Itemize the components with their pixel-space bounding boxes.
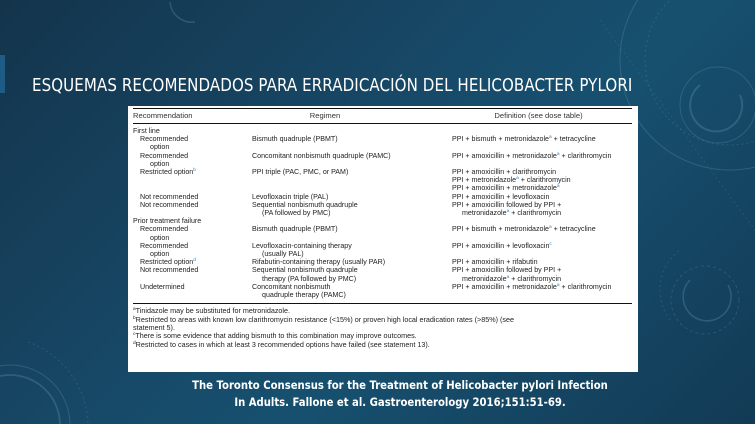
group-header-first-line [133, 127, 632, 135]
slide-title: ESQUEMAS RECOMENDADOS PARA ERRADICACIÓN DEL HELICOBACTER PYLORI [32, 75, 633, 96]
header-definition: Definition (see dose table) [494, 110, 583, 120]
recommendation-cell: Undetermined [140, 282, 185, 291]
definition-cell: PPI + bismuth + metronidazole$^a$ + tetracycline [452, 135, 596, 144]
table-row [133, 152, 632, 168]
regimen-cell: PPI triple (PAC, PMC, or PAM) [252, 168, 349, 177]
regimen-cell: Concomitant nonbismuth quadruple (PAMC) [252, 151, 391, 160]
table-row [133, 225, 632, 241]
header-regimen: Regimen [309, 110, 341, 120]
definition-cell: PPI + amoxicillin + clarithromycin PPI + metronidazole$^a$ + clarithromycin PPI + amoxicillin + metronidazole$^a$ [452, 168, 571, 193]
table-row [133, 168, 632, 193]
table-footnotes [133, 304, 632, 349]
table-row [133, 201, 632, 217]
regimen-cell: Concomitant nonbismuth quadruple therapy (PAMC) [252, 282, 346, 300]
footnote-a: $^a$Tinidazole may be substituted for metronidazole. [133, 306, 291, 316]
definition-cell: PPI + amoxicillin followed by PPI + metronidazole$^a$ + clarithromycin [452, 200, 562, 218]
recommendation-cell: Recommended option [140, 225, 189, 242]
title-accent-bar [0, 55, 5, 93]
regimen-cell: Levofloxacin triple (PAL) [252, 192, 329, 201]
header-recommendation: Recommendation [133, 110, 193, 120]
definition-cell: PPI + amoxicillin + levofloxacin$^c$ [452, 241, 552, 250]
regimen-cell: Bismuth quadruple (PBMT) [252, 135, 338, 144]
definition-cell: PPI + amoxicillin + metronidazole$^a$ + clarithromycin [452, 151, 612, 160]
recommendation-cell: Not recommended [140, 200, 199, 209]
table-row [133, 193, 632, 201]
recommendation-cell: Not recommended [140, 266, 199, 275]
citation-line-1: The Toronto Consensus for the Treatment of Helicobacter pylori Infection [192, 379, 608, 392]
table-row [133, 283, 632, 299]
footnote-b: $^b$Restricted to areas with known low clarithromycin resistance (<15%) or proven high local eradication rates (>85%) (see statement 5). [133, 314, 514, 333]
group-header-prior-failure [133, 217, 632, 225]
recommendation-cell: Recommended option [140, 241, 189, 259]
table-header [133, 109, 632, 123]
regimen-cell: Bismuth quadruple (PBMT) [252, 225, 338, 234]
footnote-d: $^d$Restricted to cases in which at least 3 recommended options have failed (see statement 13). [133, 339, 430, 349]
recommendation-cell: Recommended option [140, 135, 189, 152]
definition-cell: PPI + amoxicillin + metronidazole$^a$ + clarithromycin [452, 282, 612, 291]
table-row [133, 266, 632, 282]
table-row [133, 242, 632, 258]
regimen-cell: Sequential nonbismuth quadruple (PA followed by PMC) [252, 200, 358, 218]
definition-cell: PPI + amoxicillin followed by PPI + metronidazole$^a$ + clarithromycin [452, 266, 562, 283]
citation [175, 377, 625, 411]
definition-cell: PPI + bismuth + metronidazole$^a$ + tetracycline [452, 225, 596, 234]
table-row [133, 258, 632, 266]
group-label: First line [133, 127, 160, 135]
table-body [133, 124, 632, 299]
definition-cell: PPI + amoxicillin + rifabutin [452, 258, 538, 267]
table-row [133, 135, 632, 151]
recommendation-cell: Recommended option [140, 151, 189, 168]
regimen-cell: Rifabutin-containing therapy (usually PAR) [252, 258, 386, 267]
footnote-c: $^c$There is some evidence that adding bismuth to this combination may improve outcomes. [133, 331, 417, 341]
regimen-cell: Levofloxacin-containing therapy (usually PAL) [252, 241, 352, 259]
group-label: Prior treatment failure [133, 217, 202, 226]
recommendation-cell: Restricted option$^b$ [140, 168, 196, 177]
recommendation-cell: Restricted option$^d$ [140, 258, 196, 267]
regimen-cell: Sequential nonbismuth quadruple therapy (PA followed by PMC) [252, 266, 358, 283]
regimen-table [128, 106, 638, 372]
definition-cell: PPI + amoxicillin + levofloxacin [452, 192, 550, 201]
recommendation-cell: Not recommended [140, 192, 199, 201]
citation-line-2: In Adults. Fallone et al. Gastroenterology 2016;151:51-69. [234, 396, 566, 409]
